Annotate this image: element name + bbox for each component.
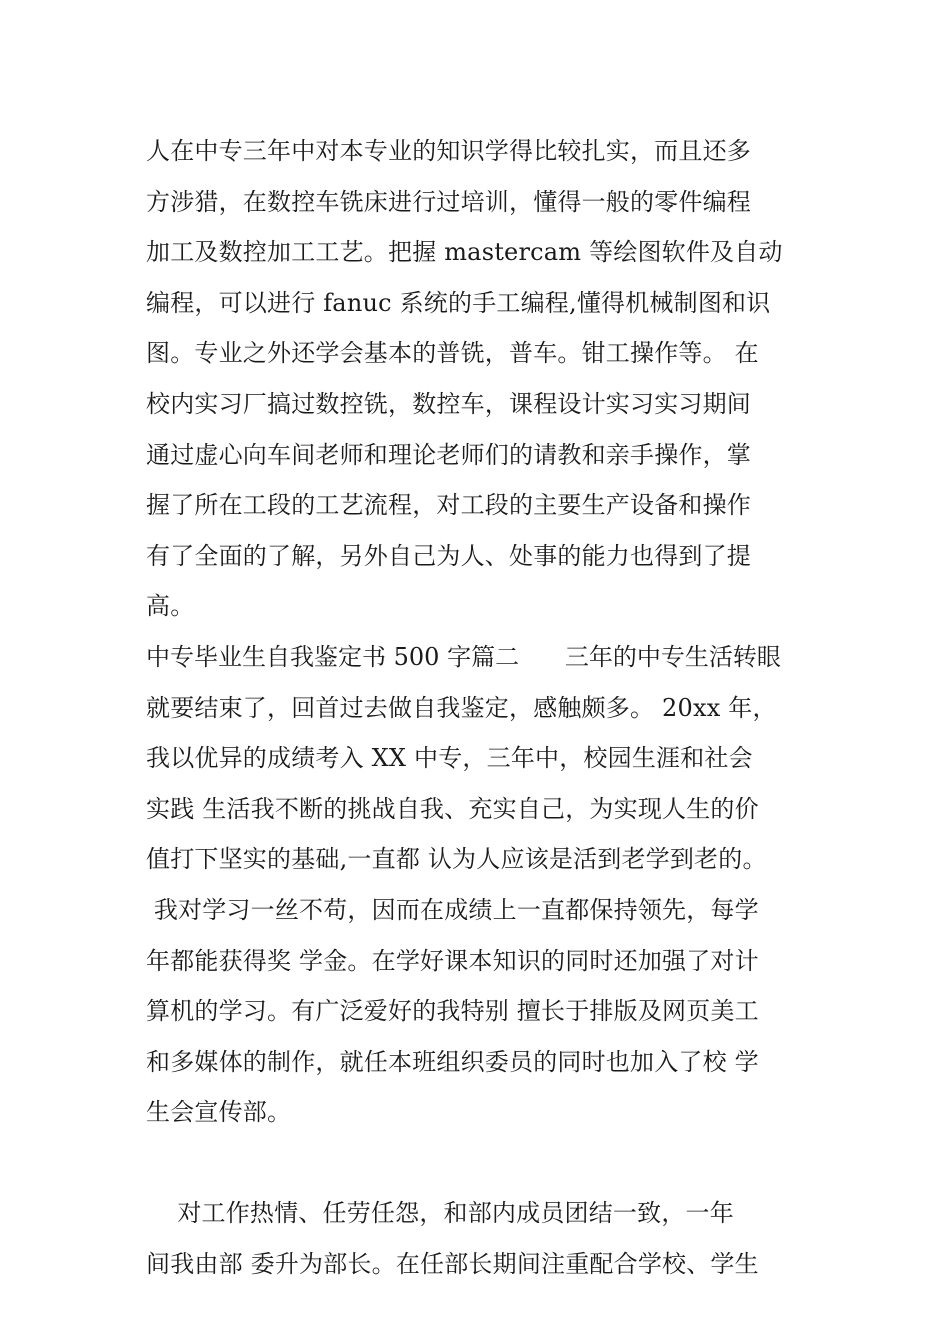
- section-heading-line: 中专毕业生自我鉴定书 500 字篇二 三年的中专生活转眼: [146, 642, 781, 671]
- text-line: 值打下坚实的基础,一直都 认为人应该是活到老学到老的。: [146, 845, 767, 874]
- text-line: 我对学习一丝不苟，因而在成绩上一直都保持领先，每学: [146, 895, 759, 924]
- text-line: 编程，可以进行 fanuc 系统的手工编程,懂得机械制图和识: [146, 288, 771, 317]
- text-line: 算机的学习。有广泛爱好的我特别 擅长于排版及网页美工: [146, 997, 759, 1026]
- text-line: 有了全面的了解，另外自己为人、处事的能力也得到了提: [146, 541, 751, 570]
- paragraph-spacer: [146, 1138, 836, 1189]
- text-line: 年都能获得奖 学金。在学好课本知识的同时还加强了对计: [146, 946, 759, 975]
- text-line: 间我由部 委升为部长。在任部长期间注重配合学校、学生: [146, 1250, 759, 1279]
- text-line: 方涉猎，在数控车铣床进行过培训，懂得一般的零件编程: [146, 187, 751, 216]
- text-line: 和多媒体的制作，就任本班组织委员的同时也加入了校 学: [146, 1047, 759, 1076]
- text-line: 对工作热情、任劳任怨，和部内成员团结一致，一年: [146, 1199, 734, 1228]
- text-line: 实践 生活我不断的挑战自我、充实自己，为实现人生的价: [146, 794, 759, 823]
- text-line: 校内实习厂搞过数控铣，数控车，课程设计实习实习期间: [146, 389, 751, 418]
- text-line: 加工及数控加工工艺。把握 mastercam 等绘图软件及自动: [146, 238, 783, 267]
- body-text: [146, 126, 836, 1290]
- text-line: 高。: [146, 592, 195, 621]
- text-line: 我以优异的成绩考入 XX 中专，三年中，校园生涯和社会: [146, 744, 753, 773]
- text-line: 生会宣传部。: [146, 1098, 292, 1127]
- text-line: 就要结束了，回首过去做自我鉴定，感触颇多。 20xx 年，: [146, 693, 777, 722]
- text-line: 图。专业之外还学会基本的普铣，普车。钳工操作等。 在: [146, 339, 759, 368]
- text-line: 人在中专三年中对本专业的知识学得比较扎实，而且还多: [146, 137, 751, 165]
- text-line: 通过虚心向车间老师和理论老师们的请教和亲手操作，掌: [146, 440, 751, 469]
- text-line: 握了所在工段的工艺流程，对工段的主要生产设备和操作: [146, 491, 751, 520]
